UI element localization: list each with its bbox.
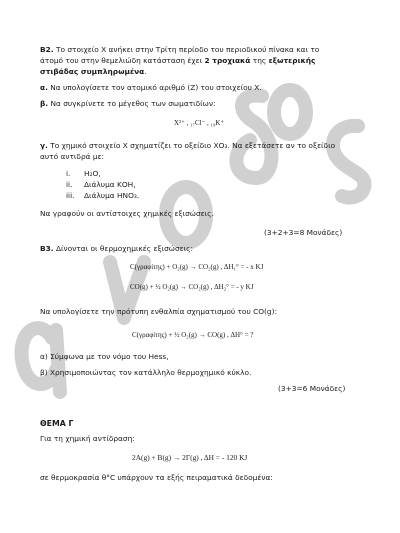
b2-item-ii-num: ii.	[66, 180, 73, 189]
theme-c-temperature: σε θερμοκρασία θ°C υπάρχουν τα εξής πειραματικά δεδομένα:	[40, 473, 273, 482]
watermark-letter-final-sigma	[333, 126, 365, 198]
b2-question-c-line-2: αυτό αντιδρά με:	[40, 152, 105, 161]
b3-sub-b: β) Χρησιμοποιώντας τον κατάλληλο θερμοχημικό κύκλο.	[40, 368, 252, 377]
b2-label: Β2.	[40, 45, 54, 54]
b3-calc-prompt: Να υπολογίσετε την πρότυπη ενθαλπία σχηματισμού του CO(g):	[40, 307, 278, 316]
b2-item-iii-num: iii.	[66, 191, 75, 200]
b3-sub-a: α) Σύμφωνα με τον νόμο του Hess,	[40, 352, 169, 361]
b3-equation-1: C(γραφίτης) + O₂(g) → CO₂(g) , ΔH₁° = - x KJ	[130, 263, 264, 271]
theme-c-title: ΘΕΜΑ Γ	[40, 419, 74, 428]
b2-question-b: β. Να συγκρίνετε το μέγεθος των σωματιδίων:	[40, 99, 216, 108]
b2-intro-line-3: στιβάδας συμπληρωμένα.	[40, 67, 147, 76]
b3-equation-3: C(γραφίτης) + ½ O₂(g) → CO(g) , ΔH° = ?	[132, 331, 254, 339]
b3-equation-2: CO(g) + ½ O₂(g) → CO₂(g) , ΔH₂° = - y KJ	[130, 283, 254, 291]
watermark-letter-omicron-2	[274, 90, 306, 134]
theme-c-intro: Για τη χημική αντίδραση:	[40, 434, 135, 443]
b3-intro: Β3. Δίνονται οι θερμοχημικές εξισώσεις:	[40, 244, 193, 253]
b2-write-equations: Να γραφούν οι αντίστοιχες χημικές εξισώσεις.	[40, 209, 214, 218]
b2-intro-line-1: Β2. Το στοιχείο Χ ανήκει στην Τρίτη περίοδο του περιοδικού πίνακα και το	[40, 45, 320, 54]
b3-label: Β3.	[40, 244, 54, 253]
b2-question-a: α. Να υπολογίσετε τον ατομικό αριθμό (Ζ) του στοιχείου Χ.	[40, 83, 262, 92]
b2-item-i: H₂O,	[84, 169, 101, 178]
watermark-letter-delta	[236, 95, 271, 178]
b2-particles: X²⁺ , ₁₇Cl⁻ , ₁₉K⁺	[174, 119, 225, 127]
b2-item-iii: Διάλυμα HNO₃.	[84, 191, 140, 200]
b2-intro-line-2: άτομό του στην θεμελιώδη κατάσταση έχει 2 τροχιακά της εξωτερικής	[40, 56, 316, 65]
b2-item-ii: Διάλυμα ΚΟΗ,	[84, 180, 136, 189]
b2-question-c-line-1: γ. Το χημικό στοιχείο Χ σχηματίζει το οξείδιο ΧΟ₃. Να εξετάσετε αν το οξείδιο	[40, 141, 336, 150]
b3-marks: (3+3=6 Μονάδες)	[278, 384, 346, 393]
b2-item-i-num: i.	[66, 169, 71, 178]
b2-marks: (3+2+3=8 Μονάδες)	[264, 228, 343, 237]
theme-c-equation: 2A(g) + B(g) → 2Γ(g) , ΔH = - 120 KJ	[132, 453, 248, 462]
